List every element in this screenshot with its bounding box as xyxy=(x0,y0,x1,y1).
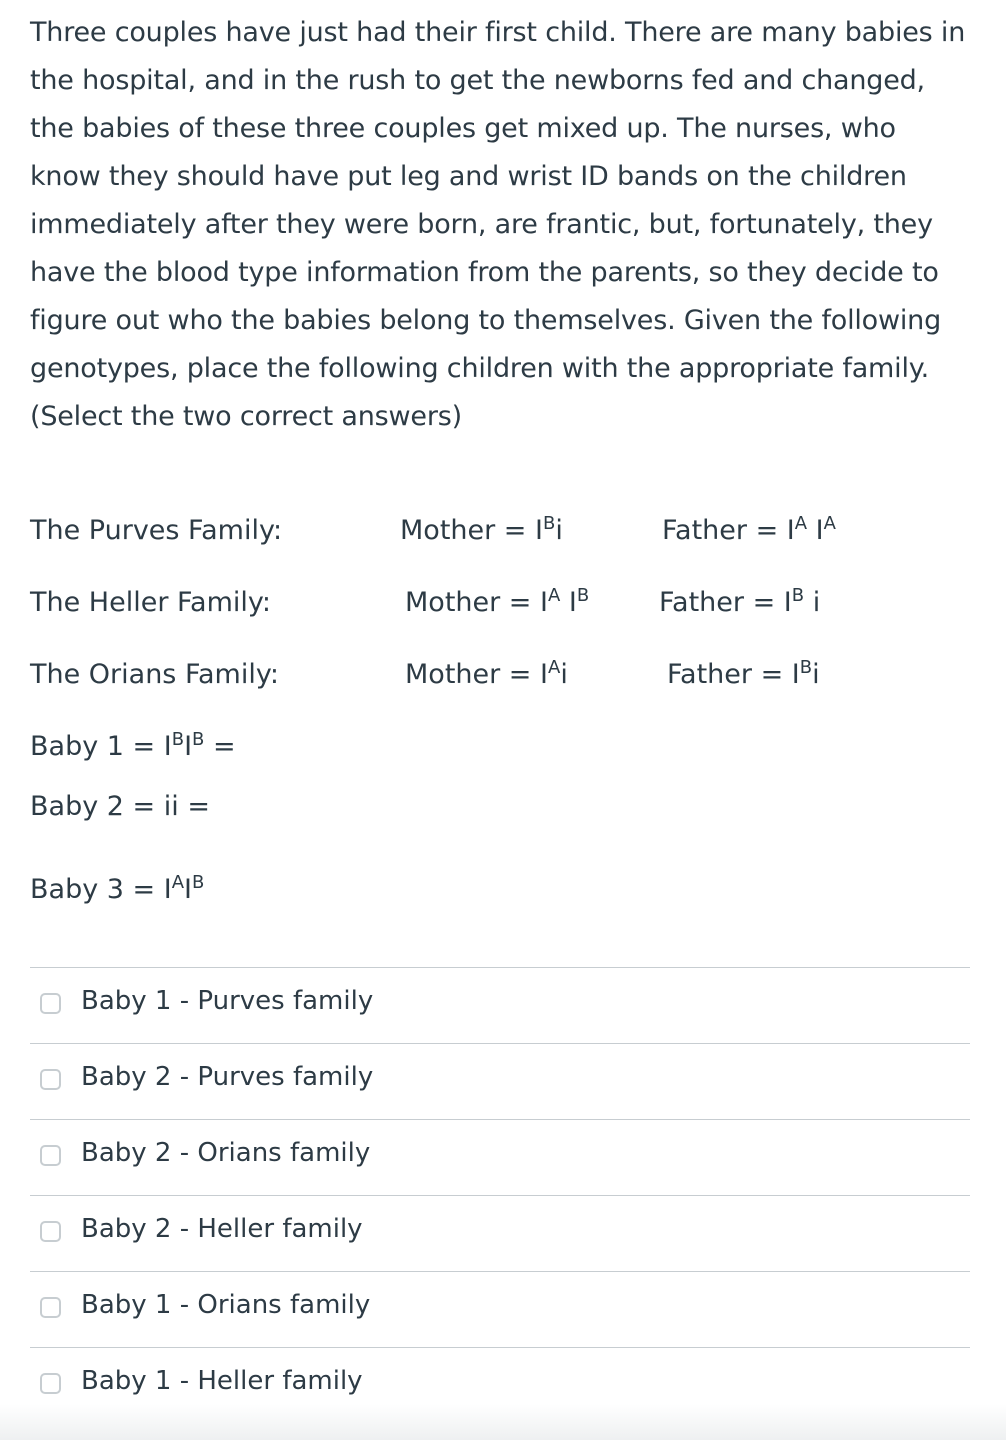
allele-superscript: B xyxy=(192,729,205,750)
answer-option[interactable] xyxy=(30,1271,970,1347)
baby-3-genotype: Baby $3 = I^AI^B$ xyxy=(30,872,205,905)
checkbox[interactable] xyxy=(40,1297,61,1318)
allele-superscript: A xyxy=(547,585,561,606)
father-genotype: Father = $I^Bi$ xyxy=(667,657,820,690)
checkbox[interactable] xyxy=(40,1373,61,1394)
allele-superscript: B xyxy=(171,729,185,750)
allele-superscript: A xyxy=(823,513,836,534)
allele-superscript: B xyxy=(799,657,813,678)
answer-option[interactable] xyxy=(30,1195,970,1271)
family-name: The Heller Family: xyxy=(30,587,272,618)
answer-options xyxy=(30,967,970,1423)
answer-label[interactable]: Baby 2 - Orians family xyxy=(81,1138,371,1168)
checkbox[interactable] xyxy=(40,1069,61,1090)
allele-superscript: B xyxy=(791,585,805,606)
family-row-heller xyxy=(30,587,970,627)
page-bottom-shadow xyxy=(0,1404,1006,1440)
family-name: The Orians Family: xyxy=(30,659,279,690)
mother-genotype: Mother = $I^Bi$ xyxy=(400,513,563,546)
allele-superscript: B xyxy=(542,513,556,534)
baby-1-genotype: Baby $1 = I^BI^B$ = xyxy=(30,729,236,762)
allele-superscript: A xyxy=(794,513,808,534)
answer-label[interactable]: Baby 2 - Heller family xyxy=(81,1214,363,1244)
answer-option[interactable] xyxy=(30,967,970,1043)
answer-option[interactable] xyxy=(30,1043,970,1119)
family-row-orians xyxy=(30,659,970,699)
answer-label[interactable]: Baby 1 - Purves family xyxy=(81,986,374,1016)
baby-2-genotype: Baby 2 = ii = xyxy=(30,791,210,822)
father-genotype: Father = $I^B$ i xyxy=(659,585,821,618)
family-row-purves xyxy=(30,515,970,555)
family-name: The Purves Family: xyxy=(30,515,283,546)
answer-label[interactable]: Baby 2 - Purves family xyxy=(81,1062,374,1092)
allele-superscript: A xyxy=(171,872,185,893)
allele-superscript: B xyxy=(576,585,590,606)
allele-superscript: A xyxy=(547,657,561,678)
mother-genotype: Mother = $I^Ai$ xyxy=(405,657,568,690)
answer-label[interactable]: Baby 1 - Heller family xyxy=(81,1366,363,1396)
father-genotype: Father = $I^A$ $I^A$ xyxy=(662,513,836,546)
checkbox[interactable] xyxy=(40,993,61,1014)
checkbox[interactable] xyxy=(40,1221,61,1242)
question-text: Three couples have just had their first child. There are many babies in the hospital, and in the rush to get the newborns fed and changed, the babies of these three couples get mixed up. The nurses, who know they should have put leg and wrist ID bands on the children immediately after they were born, are frantic, but, fortunately, they have the blood type information from the parents, so they decide to figure out who the babies belong to themselves. Given the following genotypes, place the following children with the appropriate family. (Select the two correct answers) xyxy=(30,17,966,432)
answer-label[interactable]: Baby 1 - Orians family xyxy=(81,1290,371,1320)
answer-option[interactable] xyxy=(30,1119,970,1195)
mother-genotype: Mother = $I^A$ $I^B$ xyxy=(405,585,590,618)
checkbox[interactable] xyxy=(40,1145,61,1166)
allele-superscript: B xyxy=(192,872,205,893)
